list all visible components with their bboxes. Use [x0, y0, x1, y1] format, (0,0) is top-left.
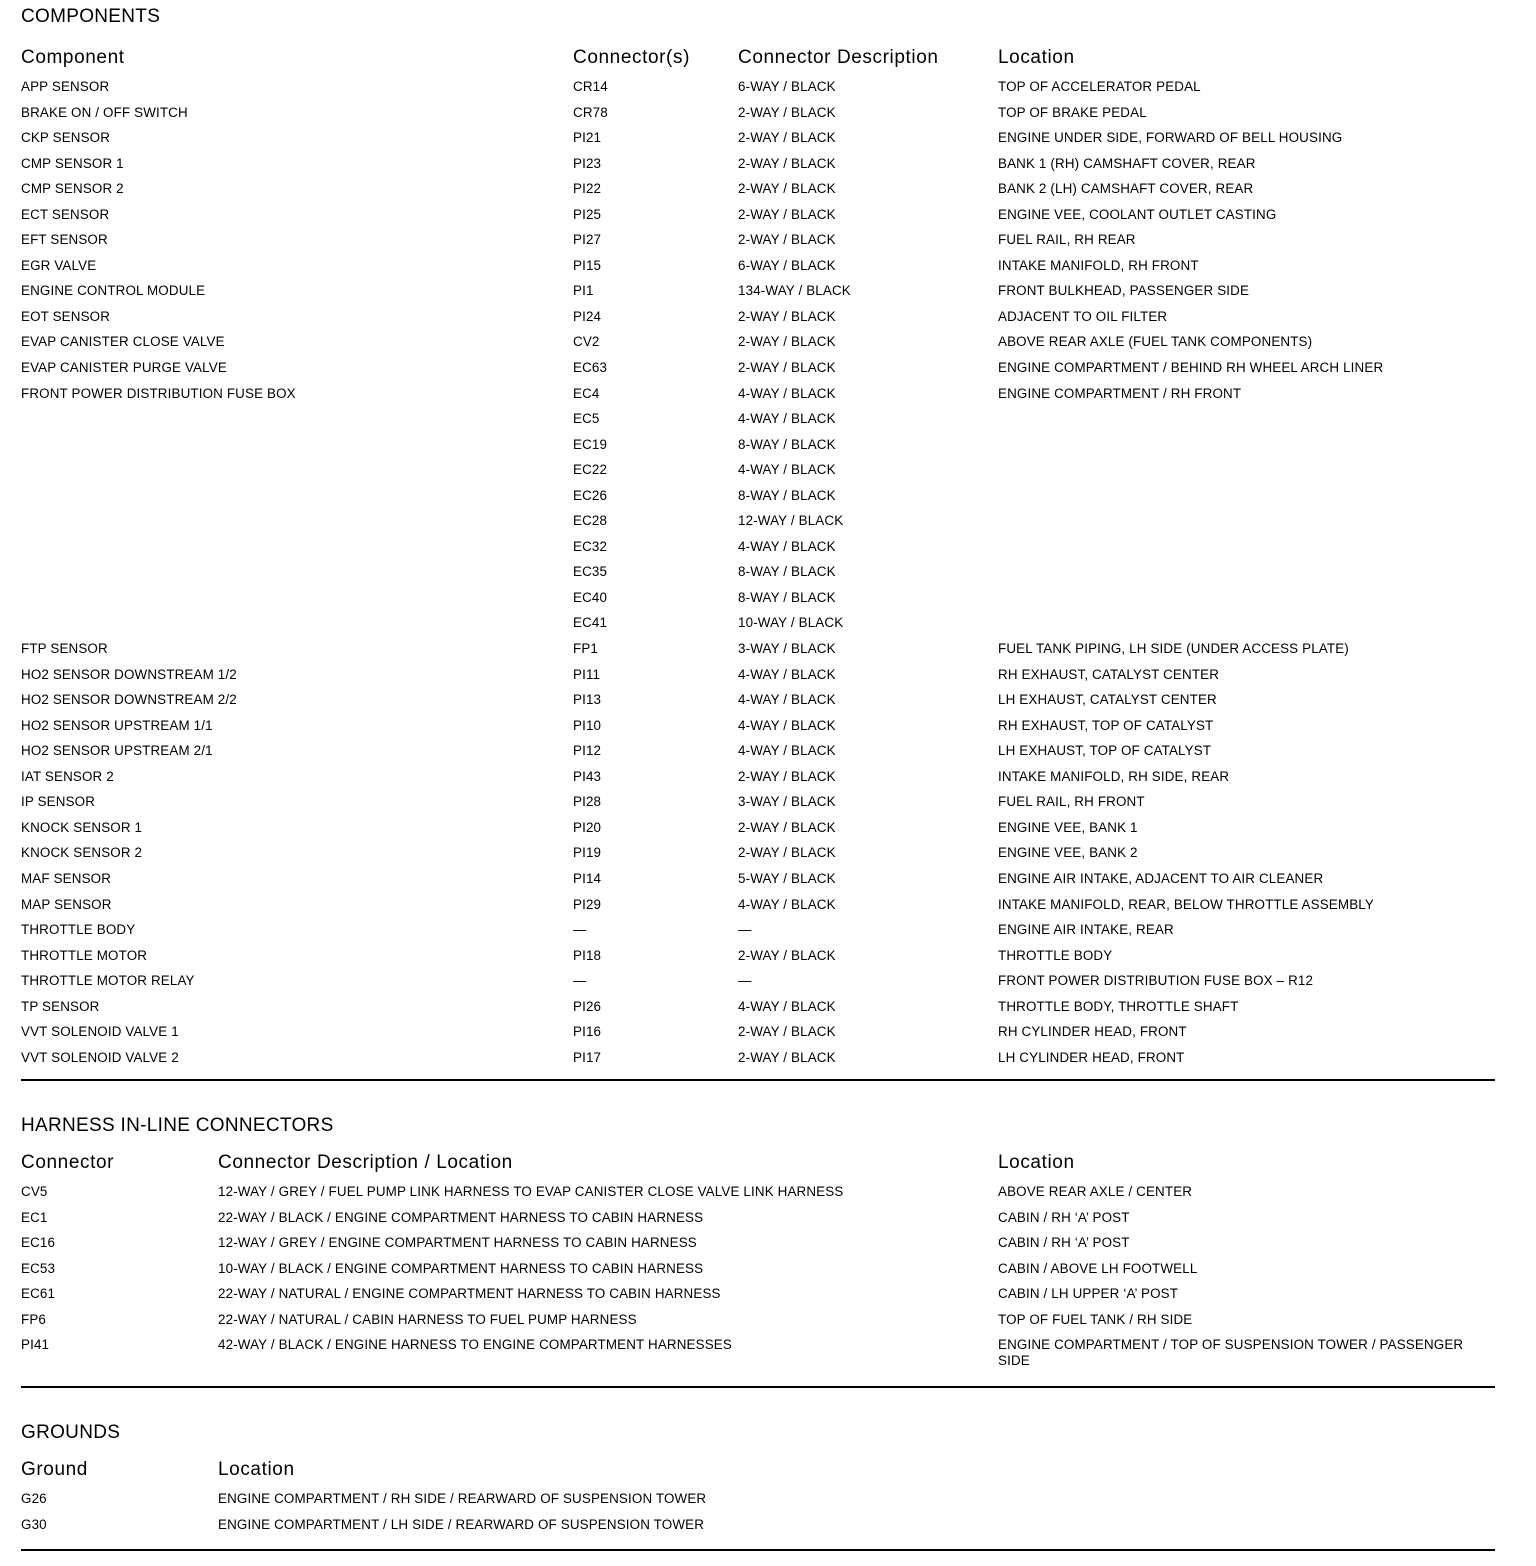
- connector-id: EC16: [21, 1235, 56, 1251]
- component-name: KNOCK SENSOR 2: [21, 845, 143, 861]
- component-name: HO2 SENSOR DOWNSTREAM 2/2: [21, 692, 237, 708]
- table-row: [21, 794, 1495, 820]
- location: ENGINE VEE, BANK 1: [998, 819, 1138, 835]
- table-row: [21, 462, 1495, 488]
- table-row: [21, 897, 1495, 923]
- location: INTAKE MANIFOLD, RH SIDE, REAR: [998, 768, 1230, 784]
- component-name: APP SENSOR: [21, 79, 110, 94]
- table-row: [21, 156, 1495, 182]
- table-row: [21, 258, 1495, 284]
- connector-id: PI26: [573, 998, 602, 1014]
- component-name: HO2 SENSOR UPSTREAM 1/1: [21, 717, 213, 733]
- connector-description: 2-WAY / BLACK: [738, 334, 836, 350]
- connector-id: PI12: [573, 743, 602, 759]
- connector-description: 4-WAY / BLACK: [738, 411, 836, 427]
- connector-description: 2-WAY / BLACK: [738, 181, 836, 197]
- location: THROTTLE BODY, THROTTLE SHAFT: [998, 998, 1239, 1014]
- connector-id: PI25: [573, 206, 602, 222]
- table-row: [21, 232, 1495, 258]
- location: ENGINE AIR INTAKE, ADJACENT TO AIR CLEANER: [998, 870, 1324, 886]
- location: INTAKE MANIFOLD, RH FRONT: [998, 257, 1199, 273]
- header-connector: Connector: [21, 1152, 115, 1173]
- table-row: [21, 1184, 1495, 1210]
- connector-id: EC63: [573, 360, 608, 376]
- components-section: [21, 5, 1495, 1075]
- harness-table: [21, 1184, 1495, 1373]
- table-row: [21, 1337, 1495, 1373]
- table-row: [21, 1235, 1495, 1261]
- table-row: [21, 437, 1495, 463]
- connector-id: PI29: [573, 896, 602, 912]
- grounds-header-row: [21, 1459, 1495, 1487]
- connector-description: 2-WAY / BLACK: [738, 1024, 836, 1040]
- component-name: CMP SENSOR 1: [21, 155, 124, 171]
- table-row: [21, 769, 1495, 795]
- location: FUEL TANK PIPING, LH SIDE (UNDER ACCESS PLATE): [998, 641, 1349, 657]
- components-header-row: [21, 47, 1495, 75]
- component-name: IAT SENSOR 2: [21, 768, 114, 784]
- connector-description: —: [738, 922, 752, 938]
- connector-id: PI18: [573, 947, 602, 963]
- connector-id: EC35: [573, 564, 608, 580]
- location: CABIN / RH ‘A’ POST: [998, 1209, 1130, 1225]
- connector-description: 12-WAY / BLACK: [738, 513, 844, 529]
- table-row: [21, 1024, 1495, 1050]
- location: ENGINE VEE, COOLANT OUTLET CASTING: [998, 206, 1277, 222]
- connector-id: PI41: [21, 1337, 50, 1353]
- harness-section: [21, 1114, 1495, 1373]
- location: RH EXHAUST, TOP OF CATALYST: [998, 717, 1214, 733]
- location: LH EXHAUST, CATALYST CENTER: [998, 692, 1217, 708]
- connector-id: PI16: [573, 1024, 602, 1040]
- component-name: KNOCK SENSOR 1: [21, 819, 143, 835]
- header-location: Location: [218, 1459, 295, 1480]
- table-row: [21, 743, 1495, 769]
- table-row: [21, 309, 1495, 335]
- connector-description: 3-WAY / BLACK: [738, 641, 836, 657]
- section-title-components: COMPONENTS: [21, 6, 161, 27]
- location: LH EXHAUST, TOP OF CATALYST: [998, 743, 1212, 759]
- grounds-section: [21, 1421, 1495, 1542]
- connector-description: 2-WAY / BLACK: [738, 819, 836, 835]
- table-row: [21, 692, 1495, 718]
- connector-description: 2-WAY / BLACK: [738, 947, 836, 963]
- location: TOP OF BRAKE PEDAL: [998, 104, 1147, 120]
- connector-description: 8-WAY / BLACK: [738, 487, 836, 503]
- connector-id: PI28: [573, 794, 602, 810]
- location: THROTTLE BODY: [998, 947, 1113, 963]
- table-row: [21, 1210, 1495, 1236]
- location: CABIN / LH UPPER ‘A’ POST: [998, 1286, 1179, 1302]
- connector-id: CV5: [21, 1184, 48, 1199]
- table-row: [21, 718, 1495, 744]
- connector-id: PI13: [573, 692, 602, 708]
- connector-id: PI24: [573, 308, 602, 324]
- connector-id: EC28: [573, 513, 608, 529]
- connector-id: PI11: [573, 666, 601, 682]
- connector-description: 6-WAY / BLACK: [738, 257, 836, 273]
- connector-id: —: [573, 973, 587, 989]
- table-row: [21, 590, 1495, 616]
- location: BANK 1 (RH) CAMSHAFT COVER, REAR: [998, 155, 1256, 171]
- table-row: [21, 360, 1495, 386]
- connector-id: EC53: [21, 1260, 56, 1276]
- table-row: [21, 871, 1495, 897]
- connector-description: 8-WAY / BLACK: [738, 564, 836, 580]
- harness-header-row: [21, 1152, 1495, 1180]
- location: ENGINE COMPARTMENT / RH SIDE / REARWARD OF SUSPENSION TOWER: [218, 1491, 707, 1506]
- component-name: FTP SENSOR: [21, 641, 108, 657]
- component-name: ECT SENSOR: [21, 206, 110, 222]
- component-name: IP SENSOR: [21, 794, 96, 810]
- table-row: [21, 820, 1495, 846]
- connector-description: 22-WAY / NATURAL / CABIN HARNESS TO FUEL PUMP HARNESS: [218, 1311, 637, 1327]
- section-divider: [21, 1079, 1495, 1081]
- table-row: [21, 615, 1495, 641]
- connector-id: PI22: [573, 181, 602, 197]
- table-row: [21, 641, 1495, 667]
- connector-description: 8-WAY / BLACK: [738, 589, 836, 605]
- location: FRONT POWER DISTRIBUTION FUSE BOX – R12: [998, 973, 1314, 989]
- component-name: EVAP CANISTER CLOSE VALVE: [21, 334, 225, 350]
- component-name: HO2 SENSOR DOWNSTREAM 1/2: [21, 666, 237, 682]
- location: ENGINE COMPARTMENT / BEHIND RH WHEEL ARCH LINER: [998, 360, 1384, 376]
- location: RH CYLINDER HEAD, FRONT: [998, 1024, 1187, 1040]
- connector-description: 2-WAY / BLACK: [738, 845, 836, 861]
- connector-description: 2-WAY / BLACK: [738, 1049, 836, 1065]
- table-row: [21, 488, 1495, 514]
- components-table: [21, 79, 1495, 1075]
- connector-description: 2-WAY / BLACK: [738, 768, 836, 784]
- table-row: [21, 283, 1495, 309]
- location: RH EXHAUST, CATALYST CENTER: [998, 666, 1220, 682]
- table-row: [21, 411, 1495, 437]
- connector-id: PI43: [573, 768, 602, 784]
- component-name: EFT SENSOR: [21, 232, 108, 248]
- connector-id: PI19: [573, 845, 602, 861]
- table-row: [21, 513, 1495, 539]
- table-row: [21, 845, 1495, 871]
- connector-description: 4-WAY / BLACK: [738, 717, 836, 733]
- section-title-harness: HARNESS IN-LINE CONNECTORS: [21, 1115, 334, 1136]
- location: BANK 2 (LH) CAMSHAFT COVER, REAR: [998, 181, 1254, 197]
- connector-description: 4-WAY / BLACK: [738, 462, 836, 478]
- location: ENGINE COMPARTMENT / TOP OF SUSPENSION TOWER / PASSENGER SIDE: [998, 1337, 1464, 1369]
- table-row: [21, 539, 1495, 565]
- connector-id: PI20: [573, 819, 602, 835]
- section-divider: [21, 1549, 1495, 1551]
- table-row: [21, 1050, 1495, 1076]
- connector-description: 4-WAY / BLACK: [738, 998, 836, 1014]
- connector-id: PI27: [573, 232, 602, 248]
- location: TOP OF FUEL TANK / RH SIDE: [998, 1311, 1193, 1327]
- connector-id: EC19: [573, 436, 608, 452]
- location: ENGINE COMPARTMENT / RH FRONT: [998, 385, 1242, 401]
- connector-description: 4-WAY / BLACK: [738, 666, 836, 682]
- connector-id: CV2: [573, 334, 600, 350]
- connector-id: PI1: [573, 283, 594, 299]
- location: INTAKE MANIFOLD, REAR, BELOW THROTTLE ASSEMBLY: [998, 896, 1374, 912]
- connector-description: 2-WAY / BLACK: [738, 155, 836, 171]
- location: CABIN / RH ‘A’ POST: [998, 1235, 1130, 1251]
- location: ABOVE REAR AXLE (FUEL TANK COMPONENTS): [998, 334, 1313, 350]
- connector-id: PI21: [573, 130, 602, 146]
- connector-description: 4-WAY / BLACK: [738, 538, 836, 554]
- location: ENGINE UNDER SIDE, FORWARD OF BELL HOUSING: [998, 130, 1343, 146]
- connector-description: 4-WAY / BLACK: [738, 692, 836, 708]
- component-name: EGR VALVE: [21, 257, 97, 273]
- section-title-grounds: GROUNDS: [21, 1422, 121, 1443]
- table-row: [21, 948, 1495, 974]
- location: ADJACENT TO OIL FILTER: [998, 308, 1168, 324]
- table-row: [21, 79, 1495, 105]
- connector-description: 4-WAY / BLACK: [738, 385, 836, 401]
- header-component: Component: [21, 47, 125, 68]
- table-row: [21, 207, 1495, 233]
- component-name: HO2 SENSOR UPSTREAM 2/1: [21, 743, 213, 759]
- connector-description: 8-WAY / BLACK: [738, 436, 836, 452]
- location: FUEL RAIL, RH REAR: [998, 232, 1136, 248]
- component-name: THROTTLE BODY: [21, 922, 136, 938]
- component-name: VVT SOLENOID VALVE 2: [21, 1049, 179, 1065]
- table-row: [21, 1491, 1495, 1517]
- connector-id: EC40: [573, 589, 608, 605]
- connector-id: EC41: [573, 615, 608, 631]
- component-name: BRAKE ON / OFF SWITCH: [21, 104, 188, 120]
- header-connector-description-location: Connector Description / Location: [218, 1152, 513, 1173]
- location: ENGINE COMPARTMENT / LH SIDE / REARWARD OF SUSPENSION TOWER: [218, 1516, 705, 1532]
- table-row: [21, 130, 1495, 156]
- ground-id: G30: [21, 1516, 47, 1532]
- table-row: [21, 999, 1495, 1025]
- table-row: [21, 334, 1495, 360]
- component-name: EOT SENSOR: [21, 308, 111, 324]
- connector-id: EC22: [573, 462, 608, 478]
- component-name: CMP SENSOR 2: [21, 181, 124, 197]
- connector-description: 3-WAY / BLACK: [738, 794, 836, 810]
- component-name: MAF SENSOR: [21, 870, 112, 886]
- table-row: [21, 1312, 1495, 1338]
- connector-id: EC4: [573, 385, 600, 401]
- location: ABOVE REAR AXLE / CENTER: [998, 1184, 1193, 1199]
- connector-description: 2-WAY / BLACK: [738, 360, 836, 376]
- connector-description: 4-WAY / BLACK: [738, 896, 836, 912]
- grounds-table: [21, 1491, 1495, 1542]
- table-row: [21, 667, 1495, 693]
- connector-description: 22-WAY / BLACK / ENGINE COMPARTMENT HARNESS TO CABIN HARNESS: [218, 1209, 704, 1225]
- connector-id: —: [573, 922, 587, 938]
- connector-id: EC32: [573, 538, 608, 554]
- table-row: [21, 564, 1495, 590]
- component-name: CKP SENSOR: [21, 130, 111, 146]
- table-row: [21, 181, 1495, 207]
- connector-description: 42-WAY / BLACK / ENGINE HARNESS TO ENGINE COMPARTMENT HARNESSES: [218, 1337, 732, 1353]
- connector-id: PI14: [573, 870, 602, 886]
- connector-id: EC26: [573, 487, 608, 503]
- table-row: [21, 1261, 1495, 1287]
- component-name: EVAP CANISTER PURGE VALVE: [21, 360, 227, 376]
- location: LH CYLINDER HEAD, FRONT: [998, 1049, 1185, 1065]
- connector-id: EC61: [21, 1286, 56, 1302]
- component-name: TP SENSOR: [21, 998, 100, 1014]
- connector-id: CR14: [573, 79, 608, 94]
- header-connectors: Connector(s): [573, 47, 691, 68]
- connector-id: PI10: [573, 717, 602, 733]
- connector-id: PI17: [573, 1049, 602, 1065]
- component-name: VVT SOLENOID VALVE 1: [21, 1024, 179, 1040]
- connector-description: 5-WAY / BLACK: [738, 870, 836, 886]
- header-location: Location: [998, 47, 1075, 68]
- table-row: [21, 922, 1495, 948]
- table-row: [21, 973, 1495, 999]
- component-name: THROTTLE MOTOR: [21, 947, 148, 963]
- header-connector-description: Connector Description: [738, 47, 939, 68]
- connector-description: —: [738, 973, 752, 989]
- connector-description: 12-WAY / GREY / FUEL PUMP LINK HARNESS TO EVAP CANISTER CLOSE VALVE LINK HARNESS: [218, 1184, 844, 1199]
- section-divider: [21, 1386, 1495, 1388]
- connector-id: FP6: [21, 1311, 47, 1327]
- connector-description: 2-WAY / BLACK: [738, 232, 836, 248]
- location: FRONT BULKHEAD, PASSENGER SIDE: [998, 283, 1250, 299]
- connector-id: PI15: [573, 257, 602, 273]
- connector-description: 2-WAY / BLACK: [738, 104, 836, 120]
- connector-description: 2-WAY / BLACK: [738, 130, 836, 146]
- connector-description: 22-WAY / NATURAL / ENGINE COMPARTMENT HARNESS TO CABIN HARNESS: [218, 1286, 721, 1302]
- location: ENGINE AIR INTAKE, REAR: [998, 922, 1174, 938]
- header-ground: Ground: [21, 1459, 88, 1480]
- table-row: [21, 386, 1495, 412]
- component-name: THROTTLE MOTOR RELAY: [21, 973, 195, 989]
- connector-description: 6-WAY / BLACK: [738, 79, 836, 94]
- connector-description: 10-WAY / BLACK / ENGINE COMPARTMENT HARNESS TO CABIN HARNESS: [218, 1260, 704, 1276]
- connector-description: 10-WAY / BLACK: [738, 615, 844, 631]
- connector-id: CR78: [573, 104, 608, 120]
- connector-description: 2-WAY / BLACK: [738, 308, 836, 324]
- connector-id: FP1: [573, 641, 599, 657]
- connector-description: 12-WAY / GREY / ENGINE COMPARTMENT HARNESS TO CABIN HARNESS: [218, 1235, 697, 1251]
- connector-description: 4-WAY / BLACK: [738, 743, 836, 759]
- component-name: FRONT POWER DISTRIBUTION FUSE BOX: [21, 385, 296, 401]
- connector-description: 2-WAY / BLACK: [738, 206, 836, 222]
- connector-id: PI23: [573, 155, 602, 171]
- connector-id: EC1: [21, 1209, 48, 1225]
- location: TOP OF ACCELERATOR PEDAL: [998, 79, 1201, 94]
- connector-id: EC5: [573, 411, 600, 427]
- table-row: [21, 1517, 1495, 1543]
- location: ENGINE VEE, BANK 2: [998, 845, 1138, 861]
- connector-description: 134-WAY / BLACK: [738, 283, 851, 299]
- header-location: Location: [998, 1152, 1075, 1173]
- component-name: MAP SENSOR: [21, 896, 112, 912]
- location: FUEL RAIL, RH FRONT: [998, 794, 1145, 810]
- table-row: [21, 1286, 1495, 1312]
- component-name: ENGINE CONTROL MODULE: [21, 283, 206, 299]
- table-row: [21, 105, 1495, 131]
- location: CABIN / ABOVE LH FOOTWELL: [998, 1260, 1198, 1276]
- ground-id: G26: [21, 1491, 47, 1506]
